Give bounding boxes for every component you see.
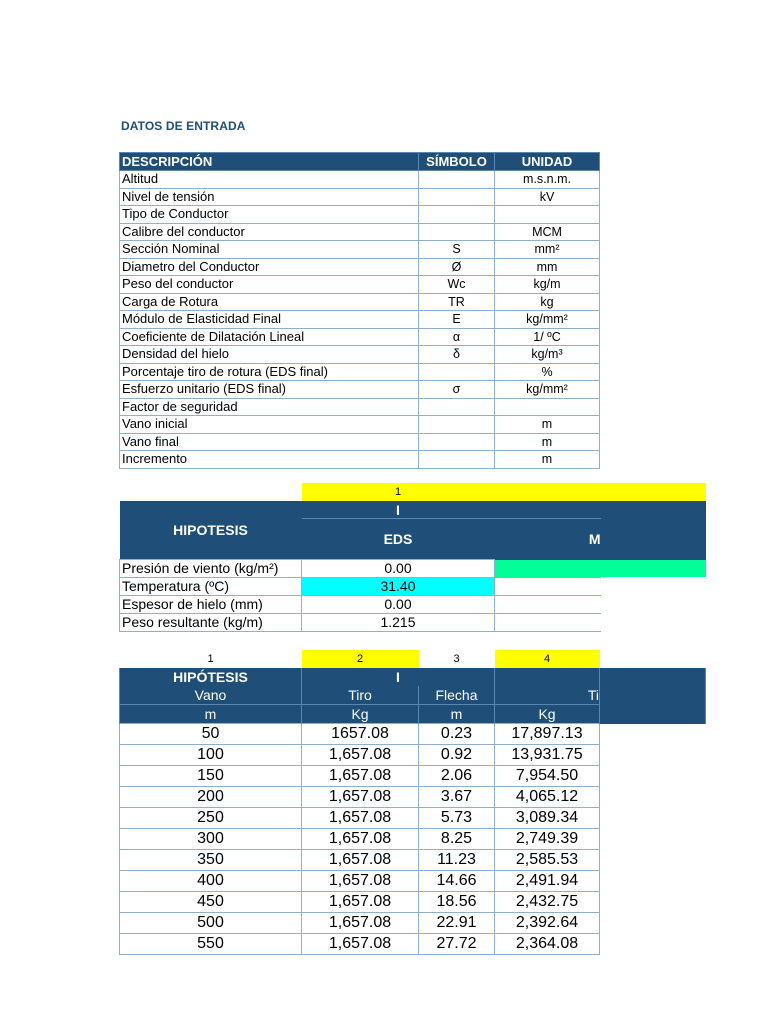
flecha-cell: 22.91 <box>419 913 495 934</box>
hyp-blank <box>601 614 706 632</box>
tiro-b-cell: 7,954.50 <box>495 766 600 787</box>
description-cell: Incremento <box>120 451 419 469</box>
vano-cell: 150 <box>120 766 302 787</box>
input-table-row <box>120 258 600 276</box>
description-cell: Diametro del Conductor <box>120 258 419 276</box>
input-table-row <box>120 381 600 399</box>
col-header-unit: UNIDAD <box>495 153 600 171</box>
col-index: 1 <box>207 653 214 665</box>
description-cell: Porcentaje tiro de rotura (EDS final) <box>120 363 419 381</box>
vano-cell: 50 <box>120 724 302 745</box>
symbol-cell: σ <box>419 381 495 399</box>
unit-cell: kg/m³ <box>495 346 600 364</box>
results-col-unit: m <box>419 705 495 724</box>
col-index: 2 <box>302 650 419 668</box>
unit-cell <box>495 398 600 416</box>
results-row <box>120 871 706 892</box>
results-row <box>120 913 706 934</box>
flecha-cell: 8.25 <box>419 829 495 850</box>
flecha-cell: 2.06 <box>419 766 495 787</box>
results-row <box>120 892 706 913</box>
results-row <box>120 724 706 745</box>
input-table-row <box>120 433 600 451</box>
vano-cell: 300 <box>120 829 302 850</box>
col-header-symbol: SÍMBOLO <box>419 153 495 171</box>
unit-cell: mm <box>495 258 600 276</box>
unit-cell: kg/mm² <box>495 311 600 329</box>
vano-cell: 500 <box>120 913 302 934</box>
description-cell: Vano inicial <box>120 416 419 434</box>
description-cell: Nivel de tensión <box>120 188 419 206</box>
tiro-cell: 1657.08 <box>302 724 419 745</box>
results-col-name: Ti <box>495 686 600 705</box>
symbol-cell: TR <box>419 293 495 311</box>
results-col-unit: m <box>120 705 302 724</box>
input-data-table <box>119 152 600 469</box>
input-table-row <box>120 171 600 189</box>
input-table-row <box>120 328 600 346</box>
description-cell: Coeficiente de Dilatación Lineal <box>120 328 419 346</box>
unit-cell: kg <box>495 293 600 311</box>
input-table-row <box>120 206 600 224</box>
tiro-b-cell: 2,432.75 <box>495 892 600 913</box>
symbol-cell <box>419 398 495 416</box>
description-cell: Esfuerzo unitario (EDS final) <box>120 381 419 399</box>
hyp-blank <box>601 578 706 596</box>
section-title: DATOS DE ENTRADA <box>121 119 246 133</box>
hyp-row-value: 31.40 <box>302 578 495 596</box>
input-table-row <box>120 311 600 329</box>
hyp-row-label: Espesor de hielo (mm) <box>120 596 302 614</box>
description-cell: Altitud <box>120 171 419 189</box>
flecha-cell: 14.66 <box>419 871 495 892</box>
flecha-cell: 27.72 <box>419 934 495 955</box>
tiro-cell: 1,657.08 <box>302 766 419 787</box>
hyp-empty-cell <box>495 578 601 596</box>
tiro-cell: 1,657.08 <box>302 913 419 934</box>
hypothesis-navy-extension <box>601 501 706 560</box>
col-index: 3 <box>453 653 460 665</box>
hyp-row-label: Peso resultante (kg/m) <box>120 614 302 632</box>
input-table-header <box>120 153 600 171</box>
tiro-b-cell: 2,364.08 <box>495 934 600 955</box>
hyp-row-value: 0.00 <box>302 596 495 614</box>
input-table-row <box>120 451 600 469</box>
results-col-name: Flecha <box>419 686 495 705</box>
unit-cell: mm² <box>495 241 600 259</box>
results-row <box>120 766 706 787</box>
results-col-unit: Kg <box>302 705 419 724</box>
results-col-name: Tiro <box>302 686 419 705</box>
tiro-b-cell: 2,392.64 <box>495 913 600 934</box>
tiro-b-cell: 2,749.39 <box>495 829 600 850</box>
unit-cell: kg/mm² <box>495 381 600 399</box>
flecha-cell: 3.67 <box>419 787 495 808</box>
col-index: 4 <box>495 650 600 668</box>
input-table-row <box>120 241 600 259</box>
vano-cell: 400 <box>120 871 302 892</box>
symbol-cell <box>419 223 495 241</box>
vano-cell: 350 <box>120 850 302 871</box>
symbol-cell: Ø <box>419 258 495 276</box>
symbol-cell <box>419 206 495 224</box>
vano-cell: 450 <box>120 892 302 913</box>
tiro-cell: 1,657.08 <box>302 787 419 808</box>
unit-cell: m <box>495 416 600 434</box>
symbol-cell: δ <box>419 346 495 364</box>
results-col-name: Vano <box>120 686 302 705</box>
tiro-cell: 1,657.08 <box>302 871 419 892</box>
vano-cell: 200 <box>120 787 302 808</box>
results-row <box>120 829 706 850</box>
description-cell: Módulo de Elasticidad Final <box>120 311 419 329</box>
flecha-cell: 11.23 <box>419 850 495 871</box>
tiro-cell: 1,657.08 <box>302 850 419 871</box>
hypothesis-roman-empty <box>495 501 601 519</box>
results-row <box>120 787 706 808</box>
tiro-b-cell: 13,931.75 <box>495 745 600 766</box>
flecha-cell: 5.73 <box>419 808 495 829</box>
description-cell: Sección Nominal <box>120 241 419 259</box>
results-col-unit: Kg <box>495 705 600 724</box>
input-table-row <box>120 346 600 364</box>
input-table-row <box>120 293 600 311</box>
symbol-cell: S <box>419 241 495 259</box>
vano-cell: 550 <box>120 934 302 955</box>
tiro-b-cell: 4,065.12 <box>495 787 600 808</box>
description-cell: Peso del conductor <box>120 276 419 294</box>
hyp-empty-cell <box>495 596 601 614</box>
spacer-cell <box>120 483 302 501</box>
tiro-cell: 1,657.08 <box>302 808 419 829</box>
hypothesis-index: 1 <box>302 483 495 501</box>
results-row <box>120 934 706 955</box>
symbol-cell: E <box>419 311 495 329</box>
unit-cell: 1/ ºC <box>495 328 600 346</box>
col-header-description: DESCRIPCIÓN <box>120 153 419 171</box>
symbol-cell <box>419 416 495 434</box>
input-table-row <box>120 363 600 381</box>
input-table-row <box>120 188 600 206</box>
description-cell: Factor de seguridad <box>120 398 419 416</box>
hypothesis-roman: I <box>302 501 495 519</box>
symbol-cell: α <box>419 328 495 346</box>
tiro-cell: 1,657.08 <box>302 892 419 913</box>
flecha-cell: 18.56 <box>419 892 495 913</box>
input-table-row <box>120 398 600 416</box>
symbol-cell <box>419 171 495 189</box>
results-title-empty <box>495 668 600 686</box>
hyp-row-label: Presión de viento (kg/m²) <box>120 560 302 578</box>
symbol-cell <box>419 363 495 381</box>
hyp-row-label: Temperatura (ºC) <box>120 578 302 596</box>
results-row <box>120 745 706 766</box>
results-navy-extension <box>600 668 706 724</box>
tiro-b-cell: 17,897.13 <box>495 724 600 745</box>
hypothesis-name: EDS <box>302 519 495 560</box>
description-cell: Calibre del conductor <box>120 223 419 241</box>
flecha-cell: 0.23 <box>419 724 495 745</box>
results-table <box>119 650 706 955</box>
hypothesis-table <box>119 483 706 632</box>
symbol-cell: Wc <box>419 276 495 294</box>
tiro-cell: 1,657.08 <box>302 934 419 955</box>
unit-cell: % <box>495 363 600 381</box>
tiro-cell: 1,657.08 <box>302 745 419 766</box>
unit-cell: m <box>495 433 600 451</box>
input-table-row <box>120 276 600 294</box>
results-roman: I <box>302 668 495 686</box>
hyp-row-value: 0.00 <box>302 560 495 578</box>
hyp-blank <box>601 596 706 614</box>
unit-cell: m.s.n.m. <box>495 171 600 189</box>
results-row <box>120 850 706 871</box>
col-index-blank <box>600 650 706 668</box>
unit-cell: kg/m <box>495 276 600 294</box>
results-row <box>120 808 706 829</box>
vano-cell: 250 <box>120 808 302 829</box>
vano-cell: 100 <box>120 745 302 766</box>
tiro-b-cell: 2,491.94 <box>495 871 600 892</box>
unit-cell <box>495 206 600 224</box>
symbol-cell <box>419 451 495 469</box>
tiro-cell: 1,657.08 <box>302 829 419 850</box>
input-table-row <box>120 416 600 434</box>
hypothesis-partial-name: M <box>495 519 601 560</box>
hyp-row-value: 1.215 <box>302 614 495 632</box>
unit-cell: MCM <box>495 223 600 241</box>
flecha-cell: 0.92 <box>419 745 495 766</box>
description-cell: Carga de Rotura <box>120 293 419 311</box>
input-table-row <box>120 223 600 241</box>
hyp-empty-cell <box>495 614 601 632</box>
description-cell: Densidad del hielo <box>120 346 419 364</box>
unit-cell: kV <box>495 188 600 206</box>
hypothesis-title: HIPOTESIS <box>120 501 302 560</box>
tiro-b-cell: 2,585.53 <box>495 850 600 871</box>
hypothesis-index-extension <box>495 483 706 501</box>
tiro-b-cell: 3,089.34 <box>495 808 600 829</box>
symbol-cell <box>419 188 495 206</box>
hyp-green-cell <box>495 560 706 578</box>
symbol-cell <box>419 433 495 451</box>
results-title: HIPÓTESIS <box>120 668 302 686</box>
unit-cell: m <box>495 451 600 469</box>
description-cell: Tipo de Conductor <box>120 206 419 224</box>
description-cell: Vano final <box>120 433 419 451</box>
